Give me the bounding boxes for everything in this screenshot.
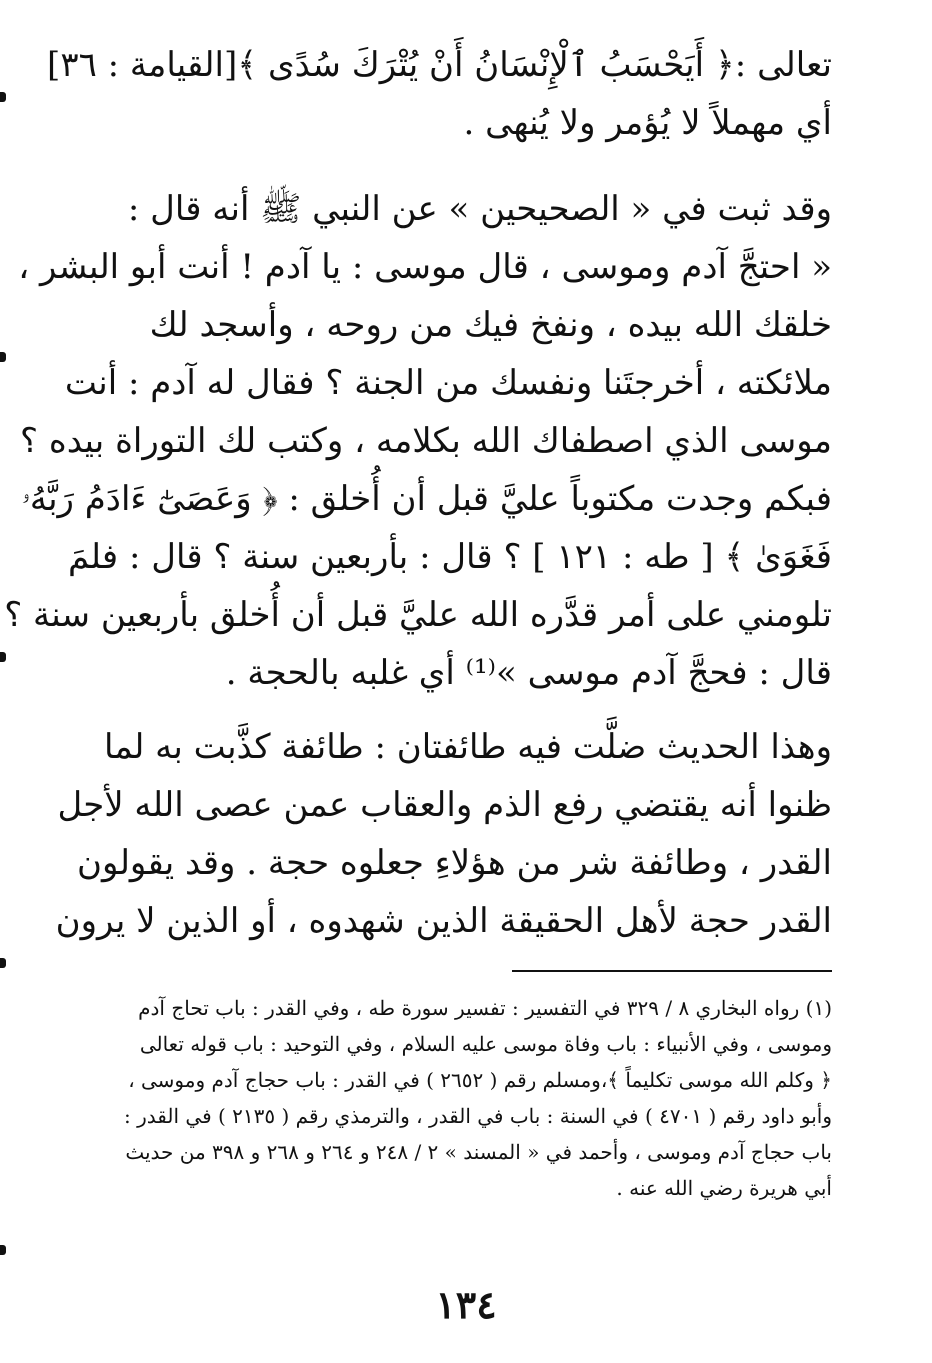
page-number: ١٣٤ (435, 1282, 497, 1327)
footnote (72, 990, 832, 1206)
text-line: فبكم وجدت مكتوباً عليَّ قبل أن أُخلق : ﴿ وَعَصَىٰٓ ءَادَمُ رَبَّهُۥ (21, 479, 832, 519)
scan-edge-mark (0, 1245, 6, 1255)
text-line: تلومني على أمر قدَّره الله عليَّ قبل أن أُخلق بأربعين سنة ؟ (4, 595, 832, 635)
paragraph-1 (47, 36, 832, 152)
footnote-line: وموسى ، وفي الأنبياء : باب وفاة موسى عليه السلام ، وفي التوحيد : باب قوله تعالى (139, 1032, 832, 1056)
scan-edge-mark (0, 958, 6, 968)
text-line: القدر حجة لأهل الحقيقة الذين شهدوه ، أو الذين لا يرون (55, 901, 832, 941)
footnote-line: ﴿ وكلم الله موسى تكليماً ﴾،ومسلم رقم ( ٢٦٥٢ ) في القدر : باب حجاج آدم وموسى ، (128, 1068, 832, 1092)
text-line: « احتجَّ آدم وموسى ، قال موسى : يا آدم ! أنت أبو البشر ، (18, 247, 832, 287)
text-line: فَغَوَىٰ ﴾ [ طه : ١٢١ ] ؟ قال : بأربعين سنة ؟ قال : فلمَ (68, 537, 832, 577)
scan-edge-mark (0, 652, 6, 662)
text-line: أي مهملاً لا يُؤمر ولا يُنهى . (463, 103, 832, 143)
footnote-line: باب حجاج آدم وموسى ، وأحمد في « المسند » ٢ / ٢٤٨ و ٢٦٤ و ٢٦٨ و ٣٩٨ من حديث (125, 1140, 832, 1164)
text-line: خلقك الله بيده ، ونفخ فيك من روحه ، وأسجد لك (149, 305, 832, 345)
text-line: ظنوا أنه يقتضي رفع الذم والعقاب عمن عصى الله لأجل (57, 785, 832, 825)
text-line: قال : فحجَّ آدم موسى »⁽¹⁾ أي غلبه بالحجة . (225, 653, 832, 693)
text-line: وقد ثبت في « الصحيحين » عن النبي ﷺ أنه قال : (127, 189, 832, 229)
text-line: القدر ، وطائفة شر من هؤلاءِ جعلوه حجة . وقد يقولون (77, 843, 832, 883)
text-line: ملائكته ، أخرجتَنا ونفسك من الجنة ؟ فقال له آدم : أنت (64, 363, 832, 403)
footnote-line: وأبو داود رقم ( ٤٧٠١ ) في السنة : باب في القدر ، والترمذي رقم ( ٢١٣٥ ) في القدر : (124, 1104, 832, 1128)
footnote-separator (512, 970, 832, 972)
text-line: وهذا الحديث ضلَّت فيه طائفتان : طائفة كذَّبت به لما (104, 727, 832, 767)
paragraph-2 (4, 180, 832, 702)
text-line: تعالى :﴿ أَيَحْسَبُ ٱلْإِنْسَانُ أَنْ يُتْرَكَ سُدًى ﴾[القيامة : ٣٦] (47, 45, 832, 85)
footnote-line: (١) رواه البخاري ٨ / ٣٢٩ في التفسير : تفسير سورة طه ، وفي القدر : باب تحاج آدم (138, 996, 832, 1020)
scan-edge-mark (0, 352, 6, 362)
text-line: موسى الذي اصطفاك الله بكلامه ، وكتب لك التوراة بيده ؟ (20, 421, 832, 461)
footnote-line: أبي هريرة رضي الله عنه . (616, 1176, 832, 1200)
paragraph-3 (55, 718, 832, 950)
scan-edge-mark (0, 92, 6, 102)
